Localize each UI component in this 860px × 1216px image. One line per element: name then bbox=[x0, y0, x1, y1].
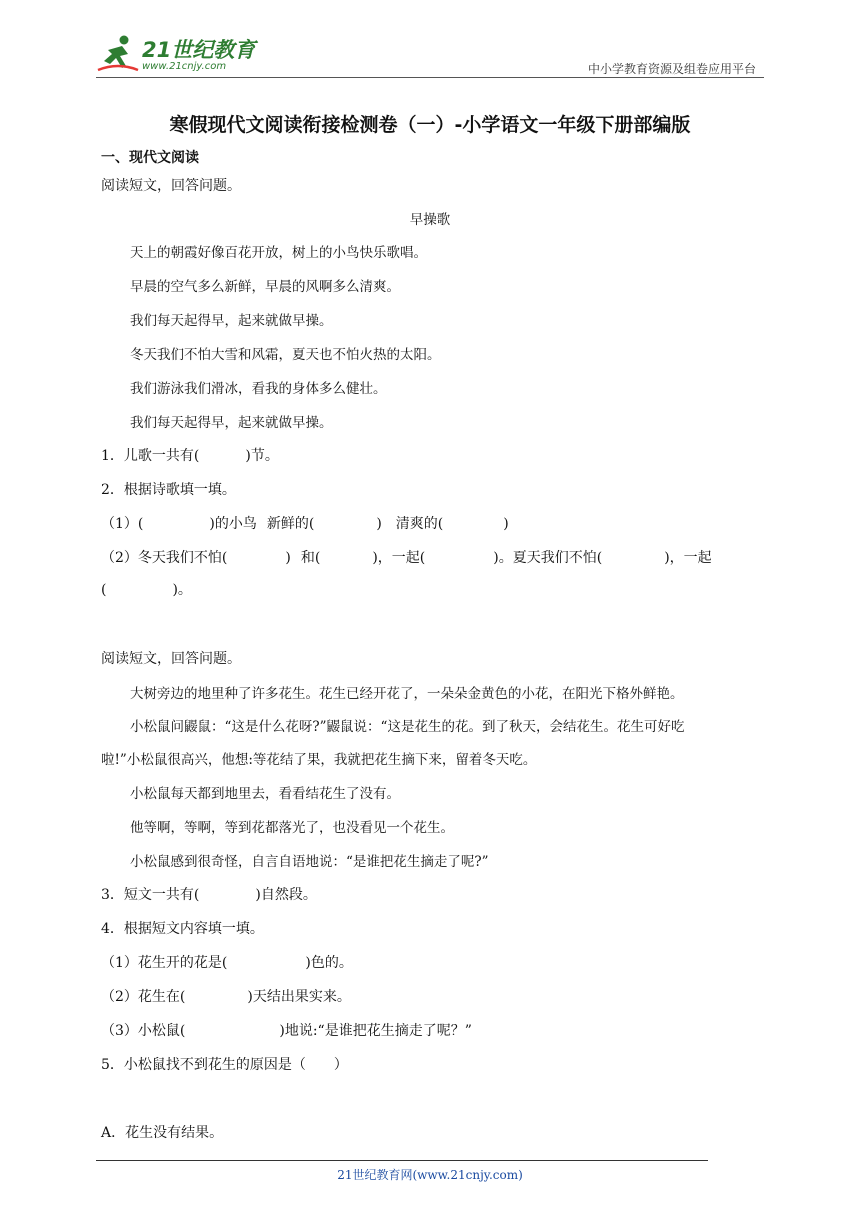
question-text: （2）冬天我们不怕( bbox=[101, 550, 228, 566]
question-2-part-1 bbox=[101, 513, 509, 533]
footer-text: 21世纪教育网(www.21cnjy.com) bbox=[337, 1168, 523, 1182]
header-tagline: 中小学教育资源及组卷应用平台 bbox=[587, 62, 756, 76]
question-text: )，一起 bbox=[664, 550, 712, 566]
runner-logo-icon bbox=[96, 34, 140, 76]
question-text: )地说:“是谁把花生摘走了呢？” bbox=[279, 1023, 472, 1039]
question-text: )节。 bbox=[245, 448, 279, 464]
logo-url: www.21cnjy.com bbox=[142, 61, 227, 72]
site-logo bbox=[96, 34, 266, 80]
question-text: )自然段。 bbox=[255, 887, 317, 903]
poem-line: 我们游泳我们滑冰，看我的身体多么健壮。 bbox=[130, 381, 387, 397]
passage-paragraph: 小松鼠每天都到地里去，看看结花生了没有。 bbox=[130, 786, 400, 802]
header-divider bbox=[96, 77, 764, 78]
section-heading: 一、现代文阅读 bbox=[101, 150, 199, 166]
question-text: ( bbox=[101, 582, 107, 598]
question-text: 3．短文一共有( bbox=[101, 887, 200, 903]
question-text: 1．儿歌一共有( bbox=[101, 448, 200, 464]
section-intro: 阅读短文，回答问题。 bbox=[101, 178, 241, 194]
poem-title: 早操歌 bbox=[409, 212, 451, 228]
passage-paragraph: 他等啊，等啊，等到花都落光了，也没看见一个花生。 bbox=[130, 820, 454, 836]
poem-line: 我们每天起得早，起来就做早操。 bbox=[130, 415, 333, 431]
question-text: )。夏天我们不怕( bbox=[493, 550, 603, 566]
question-2: 2．根据诗歌填一填。 bbox=[101, 482, 236, 498]
question-4: 4．根据短文内容填一填。 bbox=[101, 921, 264, 937]
question-text: )的小鸟 bbox=[209, 516, 257, 532]
poem-line: 我们每天起得早，起来就做早操。 bbox=[130, 313, 333, 329]
question-text: （2）花生在( bbox=[101, 989, 186, 1005]
option-a[interactable]: A．花生没有结果。 bbox=[101, 1125, 224, 1141]
question-1 bbox=[101, 445, 279, 465]
question-4-part-3 bbox=[101, 1020, 472, 1040]
question-4-part-1 bbox=[101, 952, 353, 972]
poem-line: 天上的朝霞好像百花开放，树上的小鸟快乐歌唱。 bbox=[130, 245, 427, 261]
passage-paragraph: 啦!”小松鼠很高兴，他想:等花结了果，我就把花生摘下来，留着冬天吃。 bbox=[101, 752, 537, 768]
question-text: ) bbox=[285, 550, 291, 566]
question-text: )。 bbox=[172, 582, 192, 598]
passage-paragraph: 小松鼠问鼹鼠：“这是什么花呀?”鼹鼠说：“这是花生的花。到了秋天，会结花生。花生可好吃 bbox=[130, 719, 685, 735]
passage-paragraph: 大树旁边的地里种了许多花生。花生已经开花了，一朵朵金黄色的小花，在阳光下格外鲜艳。 bbox=[130, 686, 684, 702]
logo-title: 21世纪教育 bbox=[142, 38, 256, 62]
question-2-part-2 bbox=[101, 547, 712, 567]
poem-line: 早晨的空气多么新鲜，早晨的风啊多么清爽。 bbox=[130, 279, 400, 295]
question-text: （1）花生开的花是( bbox=[101, 955, 228, 971]
poem-line: 冬天我们不怕大雪和风霜，夏天也不怕火热的太阳。 bbox=[130, 347, 441, 363]
question-text: )天结出果实来。 bbox=[247, 989, 351, 1005]
question-text: 新鲜的( bbox=[266, 516, 315, 532]
question-text: ) bbox=[503, 516, 509, 532]
section-intro: 阅读短文，回答问题。 bbox=[101, 651, 241, 667]
question-text: )色的。 bbox=[305, 955, 353, 971]
question-3 bbox=[101, 884, 317, 904]
passage-paragraph: 小松鼠感到很奇怪，自言自语地说：“是谁把花生摘走了呢?” bbox=[130, 854, 489, 870]
question-5: 5．小松鼠找不到花生的原因是（ ） bbox=[101, 1057, 348, 1073]
footer-divider bbox=[96, 1160, 708, 1161]
question-text: （3）小松鼠( bbox=[101, 1023, 186, 1039]
question-2-part-2-cont bbox=[101, 579, 192, 599]
question-text: 和( bbox=[300, 550, 321, 566]
question-4-part-2 bbox=[101, 986, 351, 1006]
question-text: 清爽的( bbox=[395, 516, 444, 532]
question-text: （1）( bbox=[101, 516, 144, 532]
question-text: ) bbox=[376, 516, 382, 532]
question-text: )，一起( bbox=[372, 550, 426, 566]
page-title: 寒假现代文阅读衔接检测卷（一）-小学语文一年级下册部编版 bbox=[169, 114, 691, 136]
